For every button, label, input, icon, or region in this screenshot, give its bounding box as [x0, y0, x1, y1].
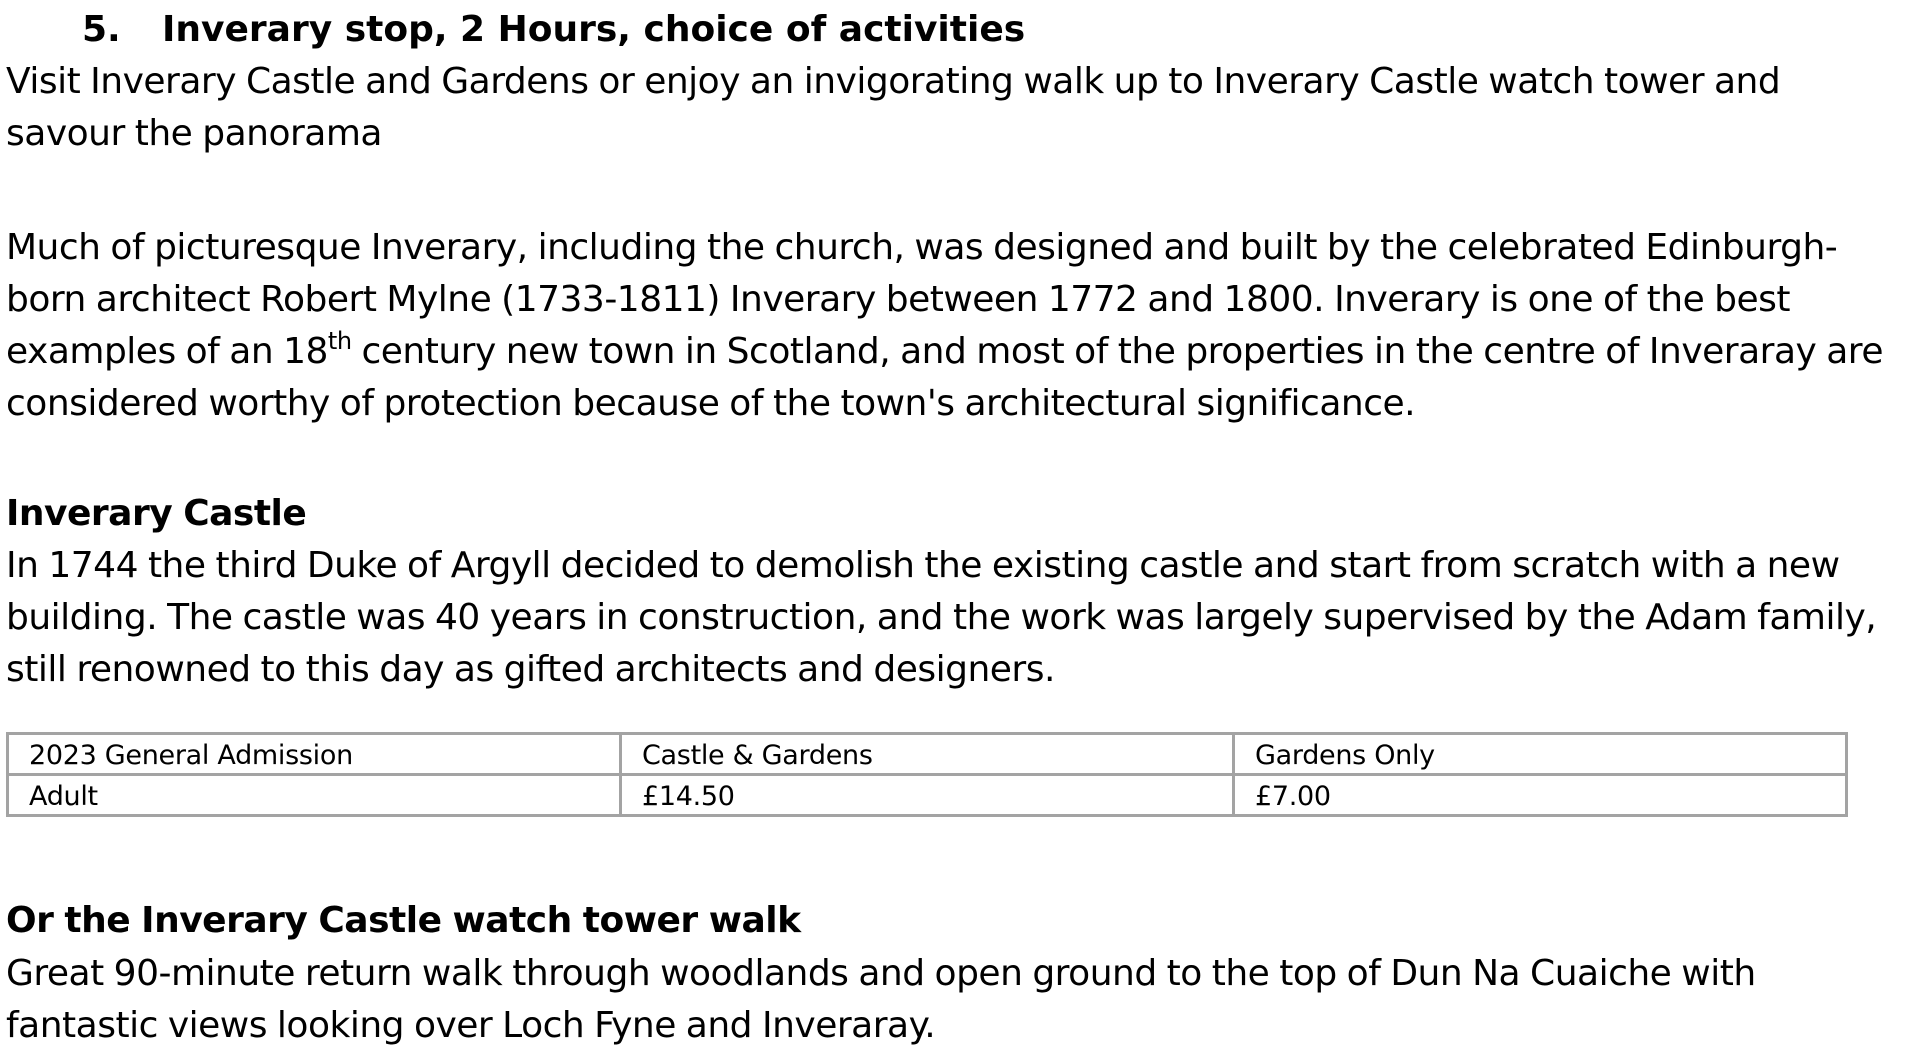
history-line: born architect Robert Mylne (1733-1811) Inverary between 1772 and 1800. Inverary is one of the best — [6, 279, 1791, 320]
history-line-with-superscript — [6, 326, 1883, 378]
history-line: considered worthy of protection because of the town's architectural significance. — [6, 383, 1416, 424]
table-cell: Gardens Only — [1234, 734, 1847, 775]
walk-line: Great 90-minute return walk through woodlands and open ground to the top of Dun Na Cuaiche with — [6, 953, 1756, 994]
ordinal-superscript: th — [327, 327, 352, 355]
section-number: 5. — [82, 9, 121, 50]
history-paragraph — [6, 222, 1883, 430]
walk-paragraph — [6, 948, 1756, 1052]
table-cell: Adult — [8, 775, 621, 816]
section-title: Inverary stop, 2 Hours, choice of activities — [162, 9, 1026, 50]
table-header-row — [8, 734, 1847, 775]
castle-line: In 1744 the third Duke of Argyll decided to demolish the existing castle and start from scratch with a new — [6, 545, 1840, 586]
history-line: Much of picturesque Inverary, including the church, was designed and built by the celebrated Edinburgh- — [6, 227, 1838, 268]
castle-line: building. The castle was 40 years in construction, and the work was largely supervised by the Adam family, — [6, 597, 1877, 638]
castle-heading: Inverary Castle — [6, 493, 307, 534]
history-text: examples of an 18 — [6, 331, 328, 372]
section-heading — [82, 6, 1025, 54]
intro-paragraph — [6, 56, 1780, 160]
intro-line: savour the panorama — [6, 113, 382, 154]
table-row — [8, 775, 1847, 816]
walk-heading: Or the Inverary Castle watch tower walk — [6, 900, 801, 941]
table-cell: Castle & Gardens — [621, 734, 1234, 775]
admission-table — [6, 732, 1848, 817]
intro-line: Visit Inverary Castle and Gardens or enjoy an invigorating walk up to Inverary Castle watch tower and — [6, 61, 1781, 102]
table-cell: £14.50 — [621, 775, 1234, 816]
castle-paragraph — [6, 540, 1876, 696]
castle-line: still renowned to this day as gifted architects and designers. — [6, 649, 1055, 690]
history-text: century new town in Scotland, and most of the properties in the centre of Inveraray are — [351, 331, 1883, 372]
table-cell: 2023 General Admission — [8, 734, 621, 775]
walk-line: fantastic views looking over Loch Fyne and Inveraray. — [6, 1005, 936, 1046]
table-cell: £7.00 — [1234, 775, 1847, 816]
